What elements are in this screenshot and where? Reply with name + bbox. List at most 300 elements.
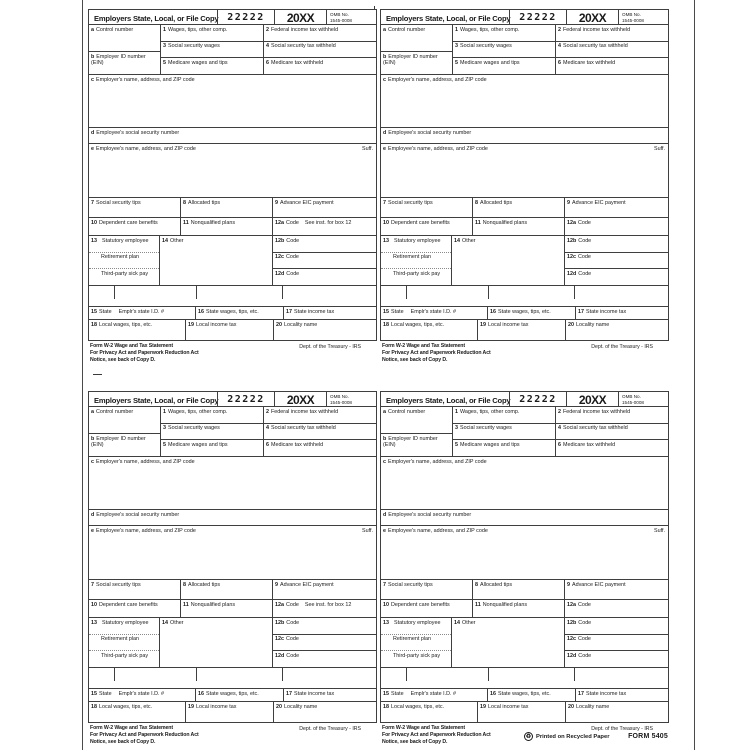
- box-label: Advance EIC payment: [280, 581, 334, 588]
- form-code-22222: 22222: [217, 10, 275, 24]
- box-a-control-number: [381, 25, 452, 52]
- box-label: Employee's social security number: [388, 511, 472, 518]
- box-label: Employer's name, address, and ZIP code: [388, 458, 487, 465]
- box-label: Employer's name, address, and ZIP code: [96, 76, 195, 83]
- box-label: Code: [286, 636, 299, 643]
- box-12bcd-column: [565, 618, 668, 667]
- form-year: 20XX: [567, 392, 619, 406]
- footer-form-title: Form W-2 Wage and Tax Statement: [90, 343, 173, 349]
- box-label: Dependent care benefits: [99, 219, 158, 226]
- box-7-ss-tips: [381, 198, 473, 217]
- suffix-label: Suff.: [362, 145, 373, 152]
- footer-form-title: Form W-2 Wage and Tax Statement: [382, 343, 465, 349]
- recycled-icon: ♻: [525, 734, 532, 740]
- box-number: 12b: [567, 619, 577, 626]
- box-number: 14: [162, 237, 168, 244]
- box-7-ss-tips: [381, 580, 473, 599]
- box-1-wages: [161, 407, 264, 423]
- box-13-statutory-employee: [381, 236, 451, 253]
- box-label: State income tax: [586, 308, 627, 315]
- form-year: 20XX: [567, 10, 619, 24]
- box-15-state-id: [89, 689, 196, 701]
- box-label: Employer's name, address, and ZIP code: [388, 76, 487, 83]
- box-label: Employee's name, address, and ZIP code: [388, 527, 488, 534]
- box-label: Medicare tax withheld: [563, 59, 616, 66]
- box-9-advance-eic: [565, 198, 668, 217]
- box-d-employee-ssn: [89, 510, 376, 526]
- box-number: 14: [162, 619, 168, 626]
- box-number: d: [91, 129, 95, 136]
- row-boxes-15-16-17: [89, 306, 376, 319]
- box-number: 17: [286, 690, 292, 697]
- divider-tick: [282, 668, 283, 681]
- suffix-label: Suff.: [654, 527, 665, 534]
- box-number: 3: [163, 43, 166, 50]
- box-13-retirement-plan: Retirement plan: [89, 253, 159, 270]
- box-17-state-income-tax: [284, 689, 376, 701]
- box-12b-code: [565, 618, 668, 635]
- row-boxes-10-11-12a: [89, 600, 376, 618]
- section-control-employer: [89, 407, 376, 457]
- footer-privacy-line2: Notice, see back of Copy D.: [382, 738, 448, 745]
- box-label: Social security wages: [460, 425, 512, 432]
- row-boxes-18-19-20: [381, 701, 668, 722]
- box-15-employer-state-id-label: Emplr's state I.D. #: [118, 308, 164, 315]
- box-a-control-number: [89, 25, 160, 52]
- form-footer: [380, 343, 669, 363]
- box-number: b: [383, 53, 387, 60]
- box-6-medicare-tax: [264, 58, 376, 74]
- box-8-allocated-tips: [181, 198, 273, 217]
- box-number: 12c: [275, 254, 284, 261]
- box-label: Employer ID number (EIN): [91, 53, 146, 66]
- footer-privacy-line2: Notice, see back of Copy D.: [382, 356, 448, 363]
- box-label: State income tax: [294, 308, 335, 315]
- box-label: Code: [286, 601, 299, 608]
- w2-form: [380, 391, 669, 745]
- box-label: State income tax: [586, 690, 627, 697]
- box-20-locality-name: [274, 320, 376, 340]
- box-4-ss-tax: [264, 424, 376, 440]
- row-boxes-7-8-9: [381, 198, 668, 218]
- box-b-employer-id: [381, 52, 452, 74]
- box-6-medicare-tax: [556, 58, 668, 74]
- box-label: Locality name: [284, 703, 318, 710]
- box-number: 16: [198, 308, 204, 315]
- section-boxes-13-14-12bcd: [89, 618, 376, 668]
- box-label: Statutory employee: [394, 619, 441, 626]
- divider-tick: [114, 286, 115, 299]
- column-a-b: [381, 407, 453, 456]
- box-15-employer-state-id-label: Emplr's state I.D. #: [118, 690, 164, 697]
- box-label: Wages, tips, other comp.: [168, 408, 228, 415]
- box-number: 2: [266, 408, 269, 415]
- w2-copy-top-left: [88, 9, 377, 363]
- box-e-label: [381, 144, 490, 153]
- form-header: [89, 10, 376, 25]
- box-14-other: [160, 236, 273, 285]
- row-boxes-15-16-17: [89, 688, 376, 701]
- box-b-employer-id: [89, 434, 160, 456]
- row-boxes-15-16-17: [381, 306, 668, 319]
- box-label: Social security tips: [96, 199, 141, 206]
- box-8-allocated-tips: [473, 198, 565, 217]
- row-boxes-10-11-12a: [89, 218, 376, 236]
- form-header: [381, 392, 668, 407]
- blank-strip: [381, 668, 668, 688]
- omb-number: [619, 10, 668, 24]
- box-label: State wages, tips, etc.: [498, 690, 551, 697]
- box-number: 8: [475, 581, 478, 588]
- box-number: 2: [558, 408, 561, 415]
- box-label: Code: [286, 237, 300, 244]
- box-number: 12a: [567, 601, 576, 608]
- omb-number: [619, 392, 668, 406]
- box-label: Employer ID number (EIN): [91, 435, 146, 448]
- box-number: b: [91, 435, 95, 442]
- column-a-b: [89, 25, 161, 74]
- box-number: e: [383, 527, 386, 534]
- box-number: b: [91, 53, 95, 60]
- box-number: 16: [490, 690, 496, 697]
- box-12a-note: See inst. for box 12: [304, 219, 352, 226]
- box-number: 5: [163, 59, 166, 66]
- box-label: Code: [578, 270, 592, 277]
- box-number: c: [91, 458, 94, 465]
- box-number: 6: [558, 59, 561, 66]
- box-label: Federal income tax withheld: [563, 26, 631, 33]
- box-number: 20: [568, 703, 574, 710]
- box-19-local-income-tax: [186, 320, 274, 340]
- omb-line1: OMB No.: [330, 12, 349, 17]
- box-label: Medicare wages and tips: [460, 441, 520, 448]
- suffix-label: Suff.: [654, 145, 665, 152]
- footer-treasury-dept: Dept. of the Treasury - IRS: [591, 726, 653, 732]
- box-17-state-income-tax: [576, 307, 668, 319]
- box-label: State income tax: [294, 690, 335, 697]
- box-16-state-wages: [488, 689, 576, 701]
- omb-line2: 1545-0008: [622, 399, 644, 405]
- box-12c-code: [273, 635, 376, 652]
- footer-treasury-dept: Dept. of the Treasury - IRS: [299, 344, 361, 350]
- box-number: 10: [91, 219, 97, 226]
- form-header: [381, 10, 668, 25]
- box-number: d: [91, 511, 95, 518]
- box-12bcd-column: [273, 618, 376, 667]
- column-boxes-1-6: [453, 407, 668, 456]
- form-title: Employers State, Local, or File Copy: [386, 13, 511, 23]
- box-number: d: [383, 129, 387, 136]
- row-boxes-7-8-9: [89, 198, 376, 218]
- box-label: Medicare wages and tips: [168, 441, 228, 448]
- box-7-ss-tips: [89, 198, 181, 217]
- omb-line1: OMB No.: [622, 12, 641, 17]
- box-13-statutory-employee: [89, 236, 159, 253]
- box-label: Advance EIC payment: [572, 199, 626, 206]
- box-number: 9: [275, 199, 278, 206]
- box-16-state-wages: [488, 307, 576, 319]
- box-12c-code: [565, 253, 668, 270]
- box-12c-code: [273, 253, 376, 270]
- box-number: 18: [91, 321, 97, 328]
- box-label: Nonqualified plans: [190, 219, 236, 226]
- row-boxes-18-19-20: [381, 319, 668, 340]
- form-year: 20XX: [275, 392, 327, 406]
- box-number: 17: [578, 308, 584, 315]
- box-label: Wages, tips, other comp.: [460, 408, 520, 415]
- box-b-employer-id: [89, 52, 160, 74]
- box-number: 8: [183, 581, 186, 588]
- box-12b-code: [273, 236, 376, 253]
- box-label: Code: [286, 652, 300, 659]
- box-12d-code: [565, 269, 668, 285]
- form-year: 20XX: [275, 10, 327, 24]
- box-label: Other: [170, 237, 184, 244]
- box-e-employee-name-address: [89, 144, 376, 198]
- w2-form: [88, 9, 377, 363]
- box-label: State: [391, 690, 404, 697]
- box-13-column: [89, 618, 160, 667]
- box-17-state-income-tax: [284, 307, 376, 319]
- box-number: 4: [558, 43, 561, 50]
- omb-line2: 1545-0008: [330, 17, 352, 23]
- box-label: Employer's name, address, and ZIP code: [96, 458, 195, 465]
- footer-privacy-line2: Notice, see back of Copy D.: [90, 738, 156, 745]
- box-number: 19: [188, 703, 194, 710]
- box-number: a: [383, 408, 386, 415]
- box-label: Social security wages: [168, 425, 220, 432]
- box-number: 17: [286, 308, 292, 315]
- box-2-federal-tax: [556, 25, 668, 41]
- box-label: Medicare tax withheld: [563, 441, 616, 448]
- form-title: Employers State, Local, or File Copy: [94, 395, 219, 405]
- box-label: State wages, tips, etc.: [206, 690, 259, 697]
- box-18-local-wages: [89, 320, 186, 340]
- row-boxes-18-19-20: [89, 319, 376, 340]
- box-number: 4: [558, 425, 561, 432]
- box-label: Nonqualified plans: [190, 601, 236, 608]
- box-number: 4: [266, 425, 269, 432]
- column-a-b: [381, 25, 453, 74]
- box-e-label: [89, 526, 198, 535]
- omb-line1: OMB No.: [622, 394, 641, 399]
- divider-tick: [196, 668, 197, 681]
- box-number: e: [383, 145, 386, 152]
- box-16-state-wages: [196, 307, 284, 319]
- box-label: State wages, tips, etc.: [206, 308, 259, 315]
- box-d-employee-ssn: [381, 510, 668, 526]
- box-11-nonqualified-plans: [473, 600, 565, 617]
- box-number: 15: [383, 690, 389, 697]
- box-number: 7: [91, 581, 94, 588]
- box-20-locality-name: [274, 702, 376, 722]
- box-number: 15: [91, 690, 97, 697]
- box-number: 12c: [567, 254, 576, 261]
- box-number: 11: [183, 601, 189, 608]
- box-label: State: [99, 690, 112, 697]
- box-13-column: [89, 236, 160, 285]
- w2-copy-top-right: [380, 9, 669, 363]
- box-label: Local income tax: [488, 703, 529, 710]
- w2-form-border: [380, 391, 669, 723]
- box-label: Employee's social security number: [96, 511, 180, 518]
- box-15-employer-state-id-label: Emplr's state I.D. #: [410, 308, 456, 315]
- box-20-locality-name: [566, 320, 668, 340]
- box-1-wages: [161, 25, 264, 41]
- box-12a-code: [565, 218, 668, 235]
- omb-line2: 1545-0008: [622, 17, 644, 23]
- box-17-state-income-tax: [576, 689, 668, 701]
- box-d-employee-ssn: [381, 128, 668, 144]
- box-2-federal-tax: [556, 407, 668, 423]
- box-4-ss-tax: [556, 42, 668, 58]
- box-12c-code: [565, 635, 668, 652]
- box-number: 13: [383, 619, 389, 626]
- box-8-allocated-tips: [473, 580, 565, 599]
- box-8-allocated-tips: [181, 580, 273, 599]
- box-label: Employee's name, address, and ZIP code: [388, 145, 488, 152]
- box-number: 12d: [567, 270, 577, 277]
- box-label: Wages, tips, other comp.: [168, 26, 228, 33]
- box-e-label: [89, 144, 198, 153]
- box-label: Social security tax withheld: [563, 425, 628, 432]
- box-3-ss-wages: [453, 42, 556, 58]
- box-number: 3: [455, 425, 458, 432]
- box-6-medicare-tax: [556, 440, 668, 456]
- box-number: 20: [276, 703, 282, 710]
- box-9-advance-eic: [273, 198, 376, 217]
- box-label: Locality name: [576, 321, 610, 328]
- box-number: 10: [383, 601, 389, 608]
- w2-form-border: [380, 9, 669, 341]
- box-label: Social security tips: [388, 199, 433, 206]
- box-label: Social security tax withheld: [271, 43, 336, 50]
- box-label: Local wages, tips, etc.: [99, 321, 153, 328]
- box-13-statutory-employee: [89, 618, 159, 635]
- box-number: 14: [454, 619, 460, 626]
- box-12bcd-column: [273, 236, 376, 285]
- footer-privacy-line1: For Privacy Act and Paperwork Reduction Act: [382, 731, 491, 738]
- column-boxes-1-6: [161, 407, 376, 456]
- box-label: Code: [286, 270, 300, 277]
- box-12bcd-column: [565, 236, 668, 285]
- box-label: Local wages, tips, etc.: [99, 703, 153, 710]
- form-code-22222: 22222: [509, 10, 567, 24]
- box-number: e: [91, 145, 94, 152]
- form-code-22222: 22222: [509, 392, 567, 406]
- box-label: Social security tips: [96, 581, 141, 588]
- blank-strip: [89, 286, 376, 306]
- section-control-employer: [89, 25, 376, 75]
- box-label: Employee's name, address, and ZIP code: [96, 527, 196, 534]
- box-19-local-income-tax: [186, 702, 274, 722]
- sheet-edge-left: [82, 0, 83, 750]
- box-label: Local wages, tips, etc.: [391, 321, 445, 328]
- box-label: Control number: [388, 408, 426, 415]
- box-label: Social security tips: [388, 581, 433, 588]
- box-number: 1: [163, 26, 166, 33]
- box-label: Employee's name, address, and ZIP code: [96, 145, 196, 152]
- box-number: 1: [455, 408, 458, 415]
- sheet-form-number: FORM 5405: [628, 733, 668, 740]
- box-e-employee-name-address: [381, 144, 668, 198]
- section-boxes-13-14-12bcd: [89, 236, 376, 286]
- box-c-employer-name-address: [381, 457, 668, 510]
- row-boxes-7-8-9: [89, 580, 376, 600]
- box-label: Local wages, tips, etc.: [391, 703, 445, 710]
- box-number: 19: [188, 321, 194, 328]
- box-number: 9: [275, 581, 278, 588]
- box-label: Employer ID number (EIN): [383, 435, 438, 448]
- box-number: c: [91, 76, 94, 83]
- box-12b-code: [273, 618, 376, 635]
- box-number: 10: [383, 219, 389, 226]
- box-number: 15: [383, 308, 389, 315]
- box-1-wages: [453, 407, 556, 423]
- column-boxes-1-6: [161, 25, 376, 74]
- box-13-retirement-plan: Retirement plan: [381, 635, 451, 652]
- box-number: 12c: [567, 636, 576, 643]
- section-boxes-13-14-12bcd: [381, 618, 668, 668]
- box-label: Code: [578, 237, 592, 244]
- box-14-other: [160, 618, 273, 667]
- box-10-dependent-care: [89, 600, 181, 617]
- box-label: Local income tax: [488, 321, 529, 328]
- omb-line1: OMB No.: [330, 394, 349, 399]
- divider-tick: [406, 668, 407, 681]
- box-13-column: [381, 236, 452, 285]
- box-number: 12c: [275, 636, 284, 643]
- box-number: 12a: [275, 601, 284, 608]
- box-13-retirement-plan: Retirement plan: [89, 635, 159, 652]
- box-5-medicare-wages: [161, 440, 264, 456]
- section-control-employer: [381, 25, 668, 75]
- box-label: Code: [286, 254, 299, 261]
- box-label: Federal income tax withheld: [271, 26, 339, 33]
- box-label: State: [99, 308, 112, 315]
- row-boxes-10-11-12a: [381, 600, 668, 618]
- box-13-column: [381, 618, 452, 667]
- box-label: State: [391, 308, 404, 315]
- column-boxes-1-6: [453, 25, 668, 74]
- divider-tick: [574, 286, 575, 299]
- box-label: Advance EIC payment: [572, 581, 626, 588]
- box-12d-code: [273, 269, 376, 285]
- box-label: Social security wages: [168, 43, 220, 50]
- box-label: Allocated tips: [480, 199, 513, 206]
- box-4-ss-tax: [264, 42, 376, 58]
- form-header: [89, 392, 376, 407]
- box-5-medicare-wages: [453, 58, 556, 74]
- box-label: Social security tax withheld: [271, 425, 336, 432]
- box-number: 2: [558, 26, 561, 33]
- box-number: 6: [558, 441, 561, 448]
- suffix-label: Suff.: [362, 527, 373, 534]
- box-10-dependent-care: [89, 218, 181, 235]
- box-13-third-party-sick-pay: Third-party sick pay: [393, 270, 441, 277]
- box-label: Code: [578, 254, 591, 261]
- box-12d-code: [565, 651, 668, 667]
- box-number: 6: [266, 59, 269, 66]
- row-boxes-15-16-17: [381, 688, 668, 701]
- box-label: Nonqualified plans: [482, 219, 528, 226]
- row-boxes-18-19-20: [89, 701, 376, 722]
- footer-privacy-line1: For Privacy Act and Paperwork Reduction Act: [90, 349, 199, 356]
- box-number: 12d: [275, 270, 285, 277]
- box-label: Employee's social security number: [96, 129, 180, 136]
- box-5-medicare-wages: [161, 58, 264, 74]
- box-9-advance-eic: [273, 580, 376, 599]
